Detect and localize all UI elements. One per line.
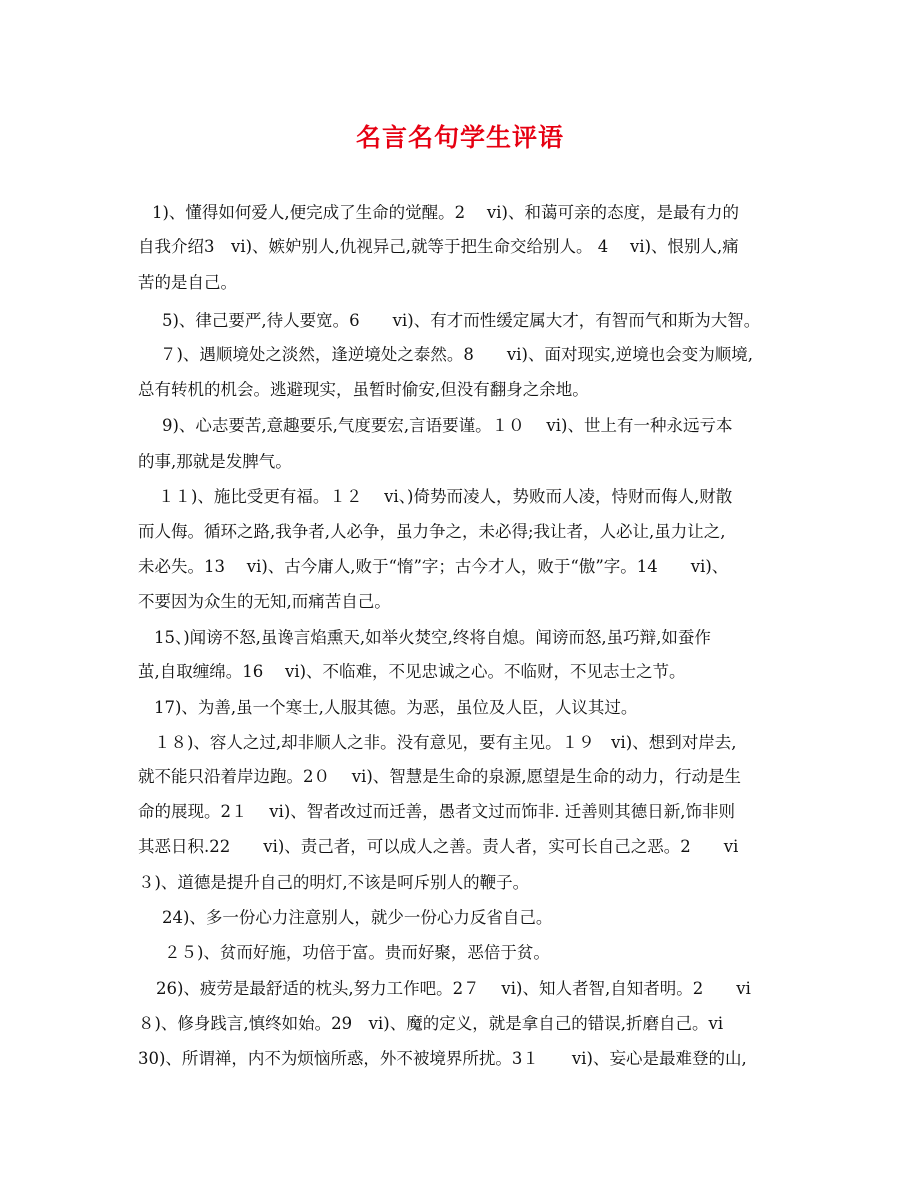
text-line: 24)、多一份心力注意别人，就少一份心力反省自己。 bbox=[162, 908, 553, 927]
text-line: 5)、律己要严,待人要宽。6 ⅵ)、有才而性缓定属大才，有智而气和斯为大智。 bbox=[162, 311, 761, 330]
text-line: ８)、修身践言,慎终如始。29 ⅵ)、魔的定义，就是拿自己的错误,折磨自己。ⅵ bbox=[138, 1014, 724, 1033]
text-line: 不要因为众生的无知,而痛苦自己。 bbox=[138, 592, 391, 611]
text-line: 26)、疲劳是最舒适的枕头,努力工作吧。2７ ⅵ)、知人者智,自知者明。2 ⅵ bbox=[156, 979, 751, 998]
text-line: 茧,自取缠绵。16 ⅵ)、不临难，不见忠诚之心。不临财，不见志士之节。 bbox=[138, 662, 686, 681]
text-line: 9)、心志要苦,意趣要乐,气度要宏,言语要谨。１０ ⅵ)、世上有一种永远亏本 bbox=[162, 416, 733, 435]
text-line: 17)、为善,虽一个寒士,人服其德。为恶，虽位及人臣，人议其过。 bbox=[154, 698, 638, 717]
text-line: 1)、懂得如何爱人,便完成了生命的觉醒。2 ⅵ)、和蔼可亲的态度，是最有力的 bbox=[152, 203, 739, 222]
text-line: 苦的是自己。 bbox=[138, 273, 237, 292]
text-line: 其恶日积.22 ⅵ)、责己者，可以成人之善。责人者，实可长自己之恶。2 ⅵ bbox=[138, 837, 739, 856]
text-line: 自我介绍3 ⅵ)、嫉妒别人,仇视异己,就等于把生命交给别人。 4 ⅵ)、恨别人,痛 bbox=[138, 237, 739, 256]
text-line: 命的展现。2１ ⅵ)、智者改过而迁善，愚者文过而饰非. 迁善则其德日新,饰非则 bbox=[138, 802, 736, 821]
text-line: ３)、道德是提升自己的明灯,不该是呵斥别人的鞭子。 bbox=[138, 873, 530, 892]
text-line: ７)、遇顺境处之淡然，逢逆境处之泰然。8 ⅵ)、面对现实,逆境也会变为顺境, bbox=[160, 345, 753, 364]
document-title: 名言名句学生评语 bbox=[355, 123, 564, 152]
text-line: 就不能只沿着岸边跑。2０ ⅵ)、智慧是生命的泉源,愿望是生命的动力，行动是生 bbox=[138, 767, 742, 786]
text-line: １８)、容人之过,却非顺人之非。没有意见，要有主见。１９ ⅵ)、想到对岸去, bbox=[154, 733, 737, 752]
text-line: 30)、所谓禅，内不为烦恼所惑，外不被境界所扰。3１ ⅵ)、妄心是最难登的山, bbox=[138, 1049, 747, 1068]
text-line: 的事,那就是发脾气。 bbox=[138, 452, 292, 471]
text-line: ２５)、贫而好施，功倍于富。贵而好聚，恶倍于贫。 bbox=[164, 943, 550, 962]
text-line: １１)、施比受更有福。１２ ⅵ、)倚势而凌人，势败而人凌，恃财而侮人,财散 bbox=[158, 487, 733, 506]
text-line: 而人侮。循环之路,我争者,人必争，虽力争之，未必得;我让者，人必让,虽力让之, bbox=[138, 522, 726, 541]
text-line: 未必失。13 ⅵ)、古今庸人,败于“惰”字；古今才人，败于“傲”字。14 ⅵ)、 bbox=[138, 557, 729, 576]
text-line: 15、)闻谤不怒,虽谗言焰熏天,如举火焚空,终将自熄。闻谤而怒,虽巧辩,如蚕作 bbox=[154, 628, 711, 647]
text-line: 总有转机的机会。逃避现实，虽暂时偷安,但没有翻身之余地。 bbox=[138, 380, 589, 399]
